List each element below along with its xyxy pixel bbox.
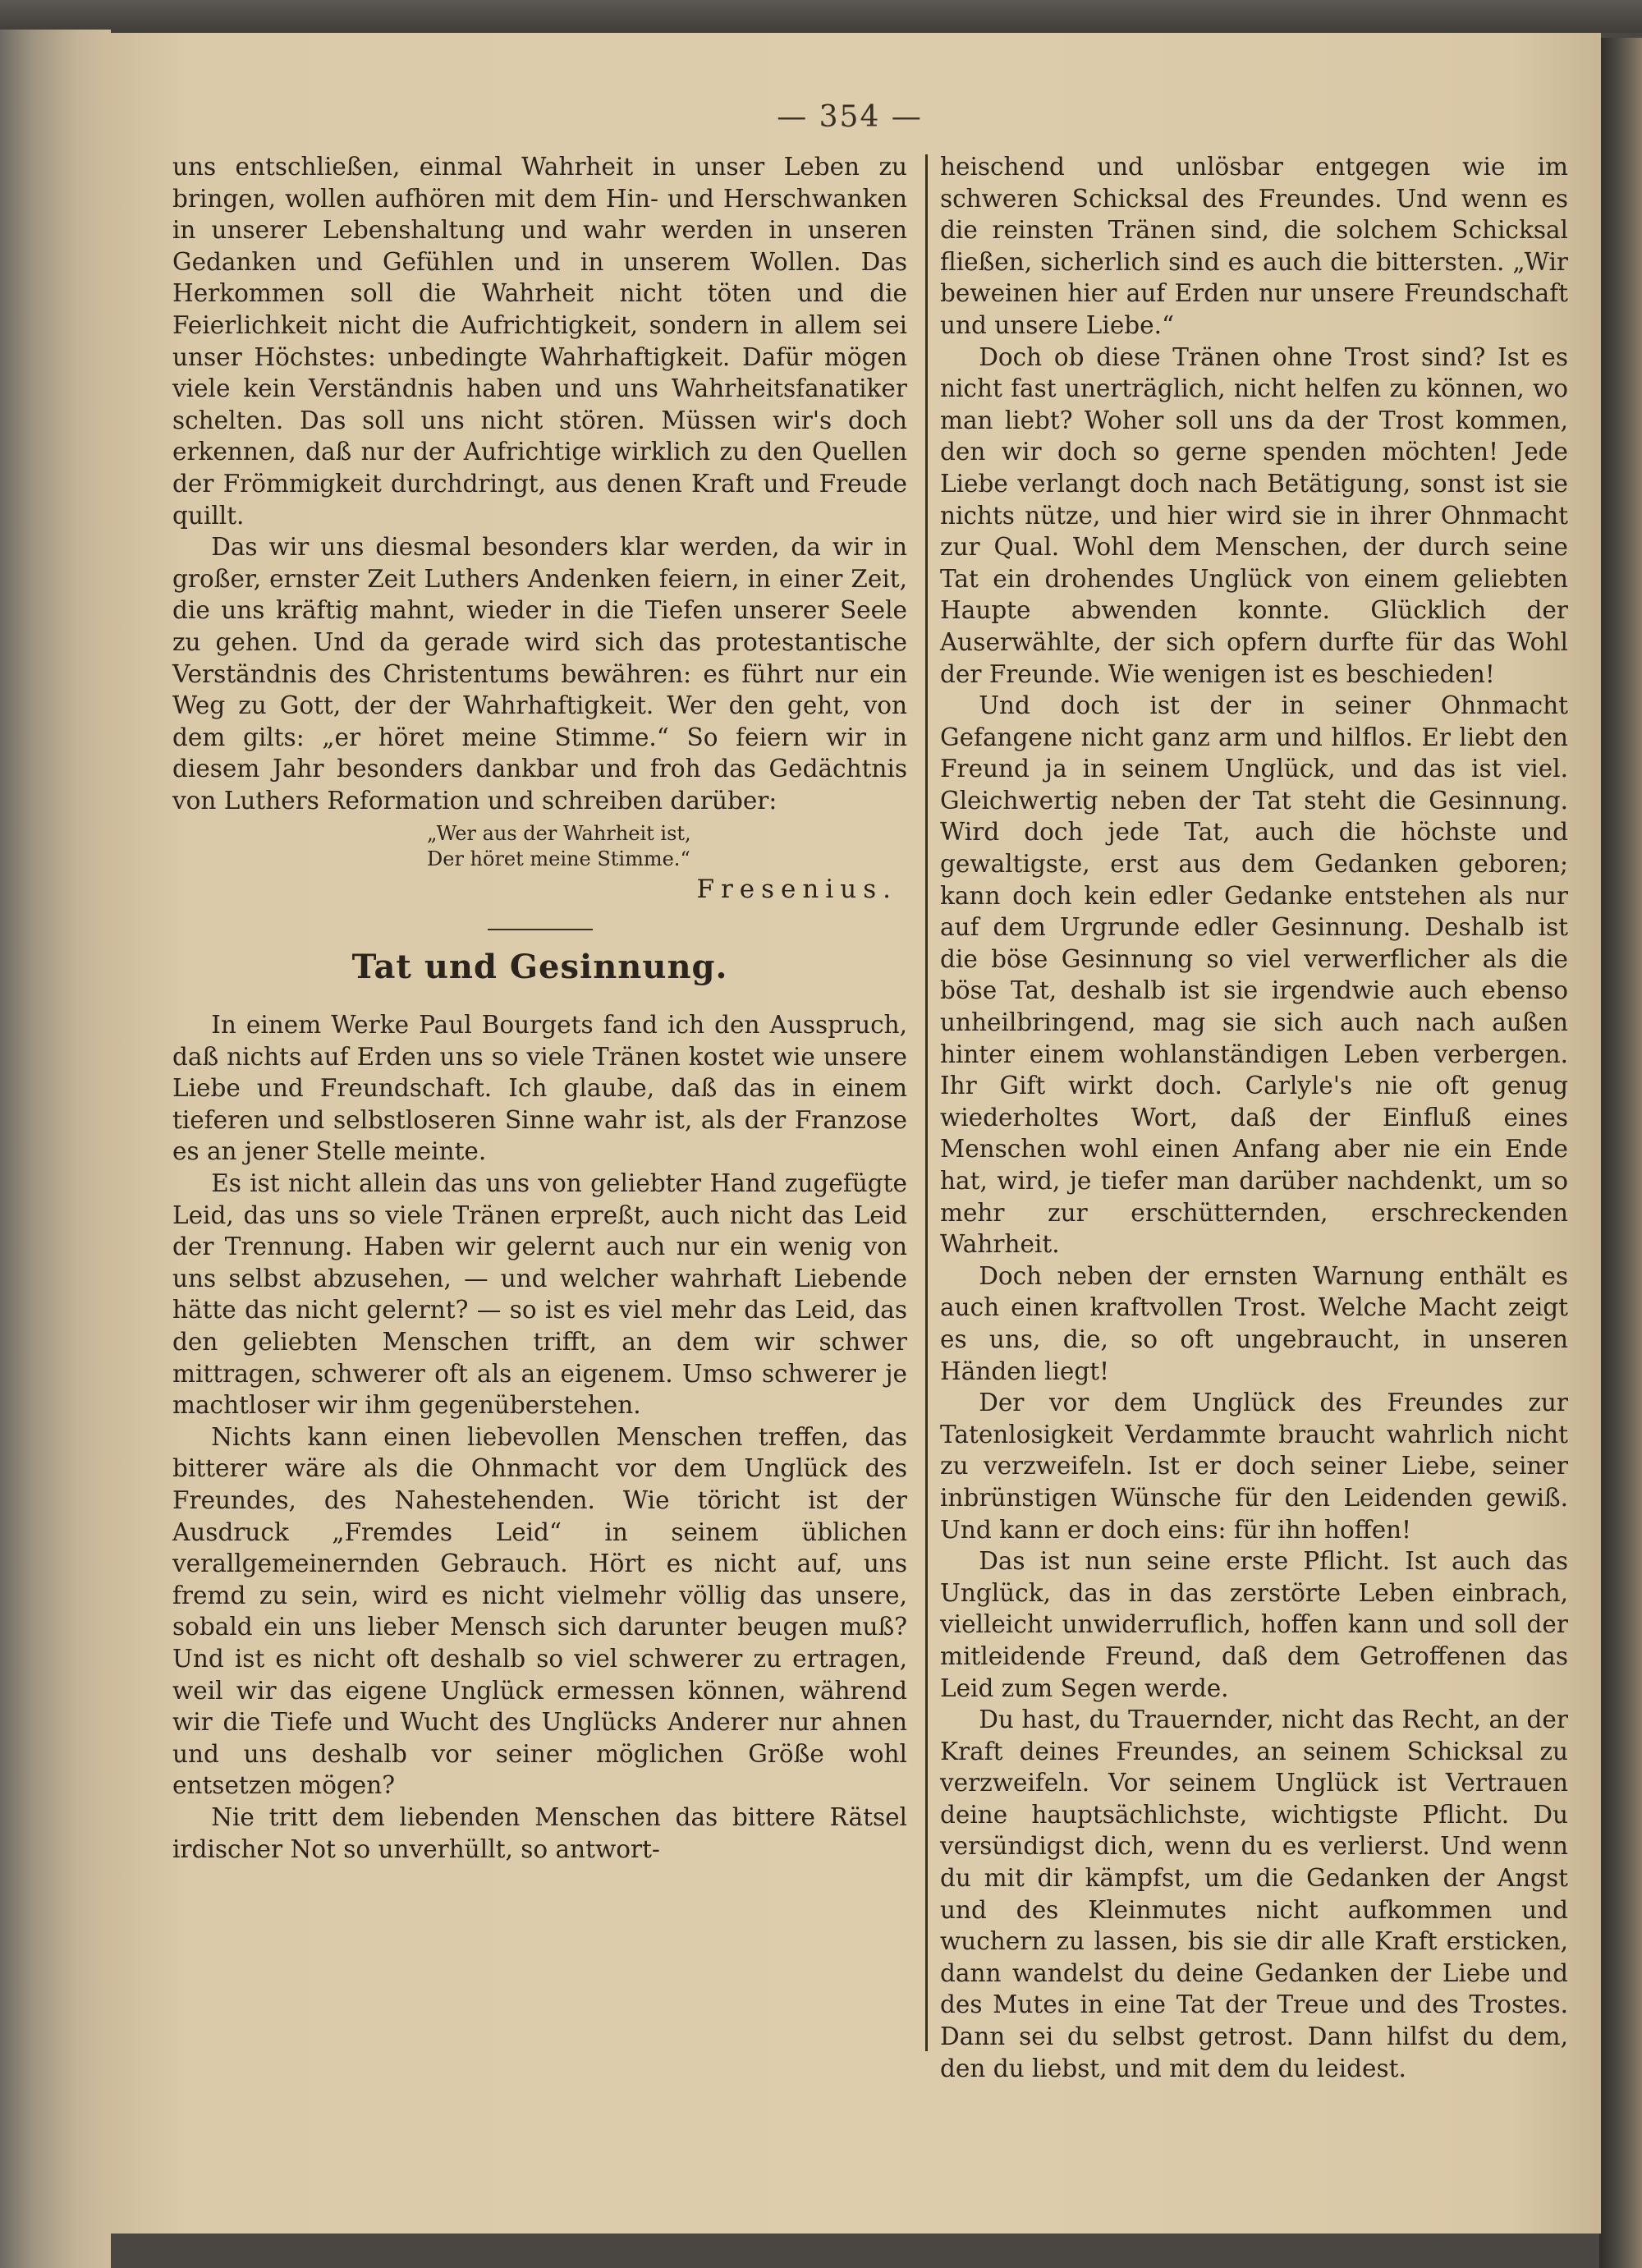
paragraph: Das ist nun seine erste Pflicht. Ist auch das Unglück, das in das zerstörte Leben einbrach, vielleicht unwiderruflich, hoffen kann und soll der mitleidende Freund, daß dem Getroffenen das Leid zum Segen werde. — [940, 1547, 1568, 1702]
paragraph: In einem Werke Paul Bourgets fand ich den Ausspruch, daß nichts auf Erden uns so viele Tränen kostet wie unsere Liebe und Freundschaft. Ich glaube, daß das in einem tieferen und selbstloseren Sinne wahr ist, als der Franzose es an jener Stelle meinte. — [172, 1011, 907, 1166]
paragraph: Nie tritt dem liebenden Menschen das bittere Rätsel irdischer Not so unverhüllt, so antwort- — [172, 1802, 907, 1863]
scan-background-top — [0, 0, 1642, 33]
quote-line: Der höret meine Stimme.“ — [427, 847, 690, 871]
right-column — [940, 151, 1568, 2084]
author-signature: Fresenius. — [696, 875, 897, 905]
quote-line: „Wer aus der Wahrheit ist, — [427, 822, 691, 846]
paragraph: Du hast, du Trauernder, nicht das Recht, an der Kraft deines Freundes, an seinem Schicksal zu verzweifeln. Vor seinem Unglück ist Vertrauen deine hauptsächlichste, wichtigste Pflicht. Du versündigst dich, wenn du es verlierst. Und wenn du mit dir kämpfst, um die Gedanken der Angst und des Kleinmutes nicht aufkommen und wuchern zu lassen, bis sie dir alle Kraft ersticken, dann wandelst du deine Gedanken der Liebe und des Mutes in eine Tat der Treue und des Trostes. Dann sei du selbst getrost. Dann hilfst du dem, den du liebst, und mit dem du leidest. — [940, 1706, 1568, 2082]
section-divider — [488, 929, 593, 930]
paragraph: Der vor dem Unglück des Freundes zur Tatenlosigkeit Verdammte braucht wahrlich nicht zu verzweifeln. Ist er doch seiner Liebe, seiner inbrünstigen Wünsche für den Leidenden gewiß. Und kann er doch eins: für ihn hoffen! — [940, 1389, 1568, 1544]
next-page-edge — [1599, 38, 1642, 2268]
paragraph: Und doch ist der in seiner Ohnmacht Gefangene nicht ganz arm und hilflos. Er liebt den Freund ja in seinem Unglück, und das ist viel. Gleichwertig neben der Tat steht die Gesinnung. Wird doch jede Tat, auch die höchste und gewaltigste, erst aus dem Gedanken geboren; kann doch kein edler Gedanke entstehen als nur auf dem Urgrunde edler Gesinnung. Deshalb ist die böse Gesinnung so viel verwerflicher als die böse Tat, deshalb ist sie irgendwie auch ebenso unheilbringend, mag sie sich auch nach außen hinter einem wohlanständigen Leben verbergen. Ihr Gift wirkt doch. Carlyle's nie oft genug wiederholtes Wort, daß der Einfluß eines Menschen wohl einen Anfang aber nie ein Ende hat, wird, je tiefer man darüber nachdenkt, um so mehr zur erschütternden, erschreckenden Wahrheit. — [940, 691, 1568, 1259]
bible-quote — [427, 821, 907, 872]
paragraph: Nichts kann einen liebevollen Menschen treffen, das bitterer wäre als die Ohnmacht vor dem Unglück des Freundes, des Nahestehenden. Wie töricht ist der Ausdruck „Fremdes Leid“ in seinem üblichen verallgemeinernden Gebrauch. Hört es nicht auf, uns fremd zu sein, wird es nicht vielmehr völlig das unsere, sobald ein uns lieber Mensch sich darunter beugen muß? Und ist es nicht oft deshalb so viel schwerer zu ertragen, weil wir das eigene Unglück ermessen können, während wir die Tiefe und Wucht des Unglücks Anderer nur ahnen und uns deshalb vor seiner möglichen Größe wohl entsetzen mögen? — [172, 1422, 907, 1800]
page-number: — 354 — — [777, 100, 923, 134]
article-heading: Tat und Gesinnung. — [351, 948, 728, 987]
column-divider — [925, 154, 928, 2051]
paragraph: Doch ob diese Tränen ohne Trost sind? Ist es nicht fast unerträglich, nicht helfen zu können, wo man liebt? Woher soll uns da der Trost kommen, den wir doch so gerne spenden möchten! Jede Liebe verlangt doch nach Betätigung, sonst ist sie nichts nütze, und hier wird sie in ihrer Ohnmacht zur Qual. Wohl dem Menschen, der durch seine Tat ein drohendes Unglück von einem geliebten Haupte abwenden konnte. Glücklich der Auserwählte, der sich opfern durfte für das Wohl der Freunde. Wie wenigen ist es beschieden! — [940, 342, 1568, 688]
paragraph: uns entschließen, einmal Wahrheit in unser Leben zu bringen, wollen aufhören mit dem Hin- und Herschwanken in unserer Lebenshaltung und wahr werden in unseren Gedanken und Gefühlen und in unserem Wollen. Das Herkommen soll die Wahrheit nicht töten und die Feierlichkeit nicht die Aufrichtigkeit, sondern in allem sei unser Höchstes: unbedingte Wahrhaftigkeit. Dafür mögen viele kein Verständnis haben und uns Wahrheitsfanatiker schelten. Das soll uns nicht stören. Müssen wir's doch erkennen, daß nur der Aufrichtige wirklich zu den Quellen der Frömmigkeit durchdringt, aus denen Kraft und Freude quillt. — [172, 153, 907, 530]
left-column — [172, 151, 907, 1865]
book-binding-edge — [0, 30, 111, 2268]
paragraph: Es ist nicht allein das uns von geliebter Hand zugefügte Leid, das uns so viele Tränen erpreßt, auch nicht das Leid der Trennung. Haben wir gelernt auch nur ein wenig von uns selbst abzusehen, — und welcher wahrhaft Liebende hätte das nicht gelernt? — so ist es viel mehr das Leid, das den geliebten Menschen trifft, an dem wir schwer mittragen, schwerer oft als an eigenem. Umso schwerer je machtloser wir ihm gegenüberstehen. — [172, 1169, 907, 1420]
paragraph: Doch neben der ernsten Warnung enthält es auch einen kraftvollen Trost. Welche Macht zeigt es uns, die, so oft ungebraucht, in unseren Händen liegt! — [940, 1261, 1568, 1385]
paragraph: heischend und unlösbar entgegen wie im schweren Schicksal des Freundes. Und wenn es die reinsten Tränen sind, die solchem Schicksal fließen, sicherlich sind es auch die bittersten. „Wir beweinen hier auf Erden nur unsere Freundschaft und unsere Liebe.“ — [940, 153, 1568, 339]
paragraph: Das wir uns diesmal besonders klar werden, da wir in großer, ernster Zeit Luthers Andenken feiern, in einer Zeit, die uns kräftig mahnt, wieder in die Tiefen unserer Seele zu gehen. Und da gerade wird sich das protestantische Verständnis des Christentums bewähren: es führt nur ein Weg zu Gott, der der Wahrhaftigkeit. Wer den geht, von dem gilts: „er höret meine Stimme.“ So feiern wir in diesem Jahr besonders dankbar und froh das Gedächtnis von Luthers Reformation und schreiben darüber: — [172, 533, 907, 815]
